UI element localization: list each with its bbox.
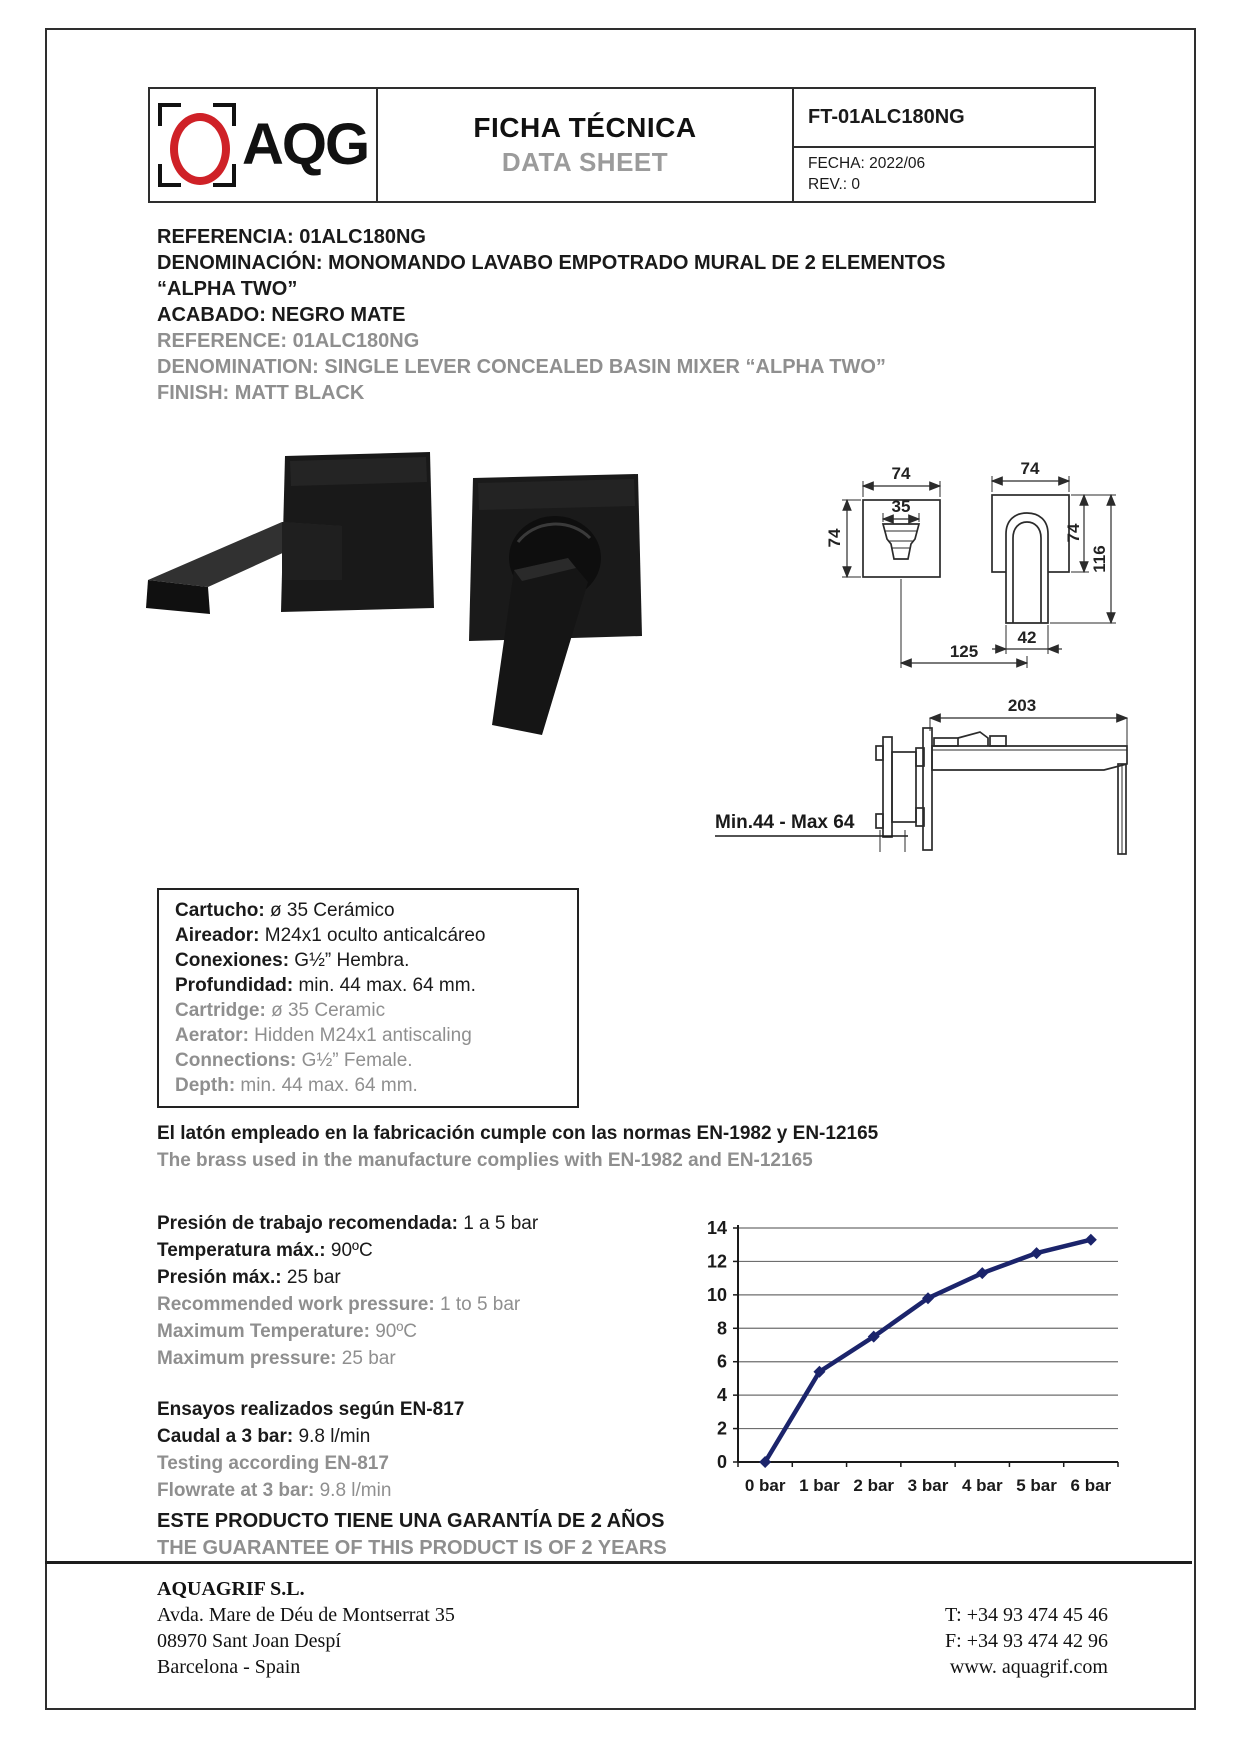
technical-drawing [640,400,1155,890]
warranty-line-es: ESTE PRODUCTO TIENE UNA GARANTÍA DE 2 AÑOS [157,1510,665,1532]
product-line-es: ACABADO: NEGRO MATE [157,304,406,326]
doc-title-es: FICHA TÉCNICA [473,112,697,143]
svg-text:12: 12 [706,1251,727,1272]
pressure-line: Maximum pressure: 25 bar [157,1348,396,1369]
svg-text:2 bar: 2 bar [853,1476,895,1495]
testing-line: Flowrate at 3 bar: 9.8 l/min [157,1480,392,1501]
pressure-line: Temperatura máx.: 90ºC [157,1240,373,1261]
pressure-line: Recommended work pressure: 1 to 5 bar [157,1294,521,1315]
warranty-line-en: THE GUARANTEE OF THIS PRODUCT IS OF 2 YEARS [157,1537,667,1559]
spec-box [157,888,579,1108]
product-line-es: “ALPHA TWO” [157,278,298,300]
company-address-line: 08970 Sant Joan Despí [157,1630,341,1652]
spec-line: Cartucho: ø 35 Cerámico [175,900,395,921]
dim-plate1-width: 74 [891,464,911,483]
svg-text:6 bar: 6 bar [1070,1476,1112,1495]
product-photo-mixer-handle [469,474,642,735]
pressure-line: Presión de trabajo recomendada: 1 a 5 bar [157,1213,539,1234]
footer-company-block [157,1576,677,1680]
svg-text:6: 6 [716,1351,727,1372]
dim-spout-face-width: 35 [891,497,911,516]
dim-handle-width: 42 [1017,628,1037,647]
logo-bracket-icon [158,103,181,126]
norms-statement [157,1120,1057,1174]
product-description [157,224,1107,406]
doc-title-en: DATA SHEET [501,147,669,177]
pressure-specs [157,1210,717,1372]
svg-text:3 bar: 3 bar [907,1476,949,1495]
drawing-dimensions [825,459,1127,746]
brand-name: AQG [241,112,369,177]
svg-text:0 bar: 0 bar [744,1476,786,1495]
svg-text:2: 2 [716,1418,727,1439]
spec-line: Conexiones: G½” Hembra. [175,950,410,971]
dim-plate2-height: 74 [1064,523,1083,543]
dim-spout-length: 203 [1007,696,1037,715]
company-website: www. aquagrif.com [949,1656,1108,1678]
svg-text:8: 8 [716,1318,727,1339]
pressure-line: Presión máx.: 25 bar [157,1267,341,1288]
testing-specs [157,1396,717,1504]
warranty-statement [157,1508,917,1562]
spec-line: Aireador: M24x1 oculto anticalcáreo [175,925,486,946]
svg-text:4 bar: 4 bar [961,1476,1003,1495]
svg-text:4: 4 [716,1385,727,1406]
title-cell [378,89,794,201]
dim-centers-distance: 125 [949,642,979,661]
product-line-en: REFERENCE: 01ALC180NG [157,330,420,352]
product-photos [130,430,670,760]
company-phone: T: +34 93 474 45 46 [944,1604,1108,1626]
dim-depth-range: Min.44 - Max 64 [715,812,855,833]
doc-revision: REV.: 0 [808,176,860,194]
product-photo-spout [146,452,434,614]
norms-line-es: El latón empleado en la fabricación cumple con las normas EN-1982 y EN-12165 [157,1123,879,1144]
spec-line: Aerator: Hidden M24x1 antiscaling [175,1025,472,1046]
company-address-line: Avda. Mare de Déu de Montserrat 35 [157,1604,455,1626]
dim-plate1-height: 74 [825,528,844,548]
spec-line: Connections: G½” Female. [175,1050,413,1071]
doc-date: FECHA: 2022/06 [808,154,926,172]
header [148,87,1096,203]
company-name: AQUAGRIF S.L. [157,1578,305,1600]
flowrate-chart [660,1210,1140,1510]
dim-plate2-width: 74 [1020,459,1040,478]
spec-line: Cartridge: ø 35 Ceramic [175,1000,386,1021]
testing-line: Testing according EN-817 [157,1453,389,1474]
product-line-en: DENOMINATION: SINGLE LEVER CONCEALED BASIN MIXER “ALPHA TWO” [157,356,886,378]
company-address-line: Barcelona - Spain [157,1656,301,1678]
aqg-logo-icon [158,103,236,187]
svg-text:1 bar: 1 bar [799,1476,840,1495]
doc-meta [794,148,1094,201]
doc-reference: FT-01ALC180NG [794,89,1094,148]
norms-line-en: The brass used in the manufacture complies with EN-1982 and EN-12165 [157,1150,813,1171]
dim-total-height: 116 [1090,545,1109,573]
product-line-en: FINISH: MATT BLACK [157,382,365,404]
product-line-es: DENOMINACIÓN: MONOMANDO LAVABO EMPOTRADO MURAL DE 2 ELEMENTOS [157,252,946,274]
spec-line: Depth: min. 44 max. 64 mm. [175,1075,418,1096]
logo-ring-icon [170,113,230,185]
product-line-es: REFERENCIA: 01ALC180NG [157,226,426,248]
spec-line: Profundidad: min. 44 max. 64 mm. [175,975,476,996]
ref-cell [794,89,1094,201]
pressure-line: Maximum Temperature: 90ºC [157,1321,418,1342]
svg-text:0: 0 [716,1452,727,1472]
drawing-side-view [715,728,1127,854]
footer-contact-block [700,1602,1108,1680]
testing-line: Caudal a 3 bar: 9.8 l/min [157,1426,371,1447]
svg-text:14: 14 [706,1218,727,1238]
footer-divider [45,1561,1192,1564]
logo-cell [150,89,378,201]
svg-text:5 bar: 5 bar [1016,1476,1057,1495]
svg-text:10: 10 [706,1284,727,1305]
company-fax: F: +34 93 474 42 96 [945,1630,1108,1652]
testing-line: Ensayos realizados según EN-817 [157,1399,465,1420]
